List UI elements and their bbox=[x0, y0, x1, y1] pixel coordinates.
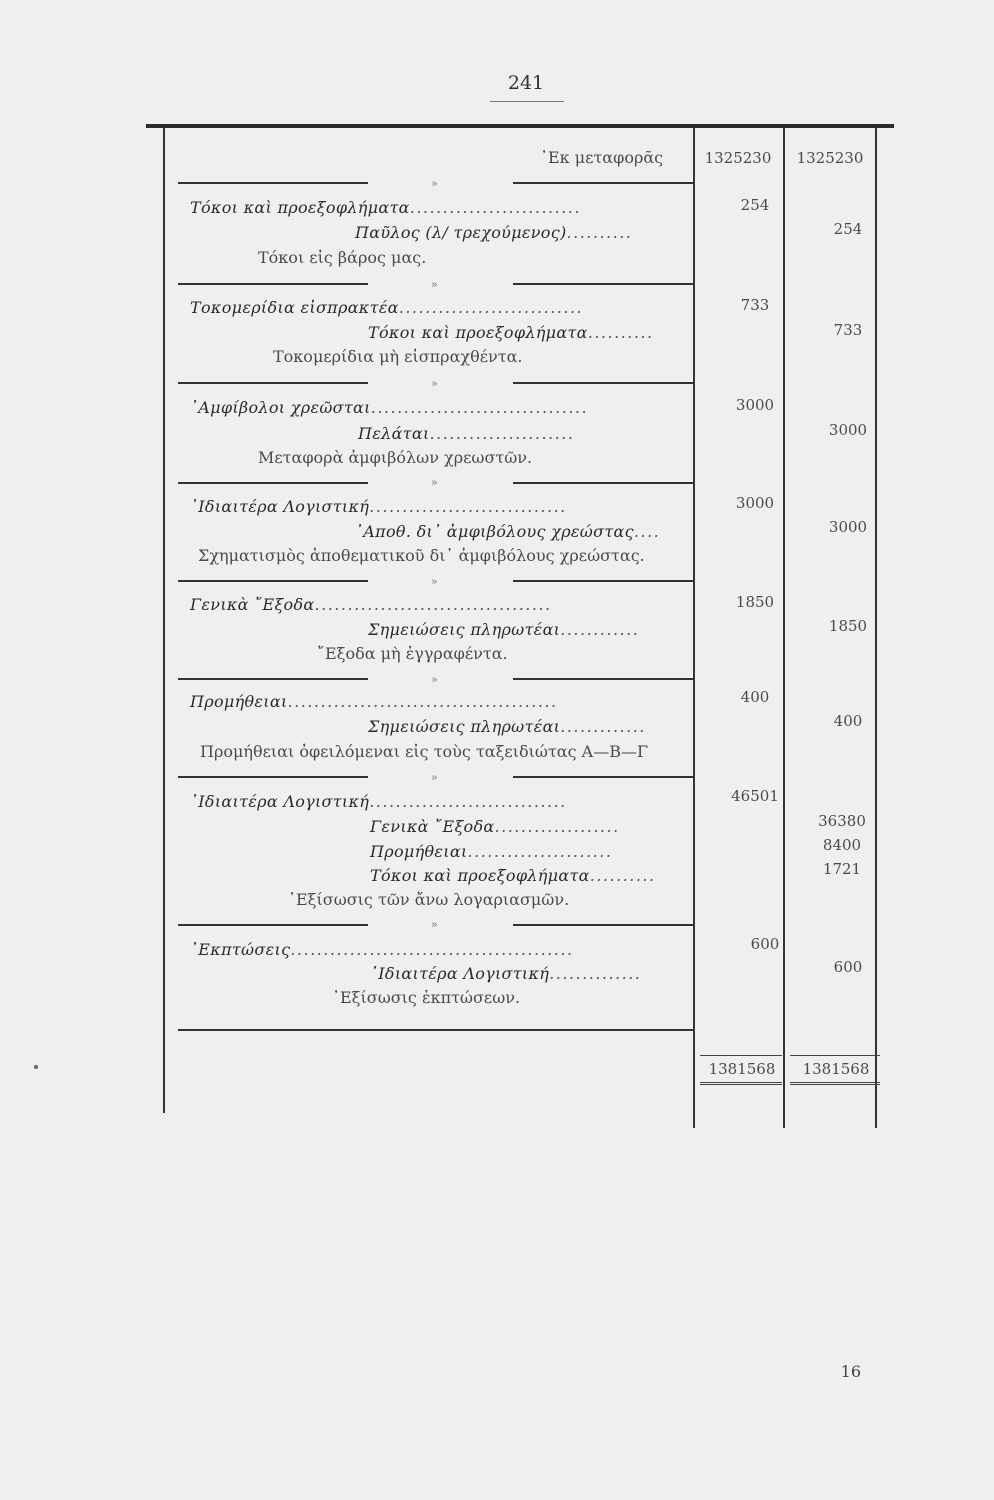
credit-amount: 36380 bbox=[818, 812, 866, 830]
separator-rule-left bbox=[178, 924, 368, 926]
credit-account: Τόκοι καὶ προεξοφλήματα.......... bbox=[368, 323, 654, 342]
entry-explanation: ῎Εξοδα μὴ ἐγγραφέντα. bbox=[317, 644, 508, 663]
debit-amount: 3000 bbox=[735, 494, 775, 512]
debit-amount: 733 bbox=[740, 296, 770, 314]
separator-rule-right bbox=[513, 776, 693, 778]
separator-rule-left bbox=[178, 283, 368, 285]
debit-amount: 600 bbox=[750, 935, 780, 953]
credit-account: Σημειώσεις πληρωτέαι............. bbox=[368, 717, 646, 736]
credit-account: Πελάται...................... bbox=[358, 424, 575, 443]
credit-amount: 254 bbox=[833, 220, 863, 238]
debit-account: ᾿Εκπτώσεις........................................... bbox=[190, 940, 574, 959]
separator-mark: » bbox=[431, 476, 438, 489]
separator-rule-right bbox=[513, 924, 693, 926]
entry-explanation: Σχηματισμὸς ἀποθεματικοῦ δι᾿ ἀμφιβόλους χρεώστας. bbox=[198, 546, 645, 565]
credit-account: Προμήθειαι...................... bbox=[370, 842, 613, 861]
entry-explanation: Προμήθειαι ὀφειλόμεναι εἰς τοὺς ταξειδιώτας Α—Β—Γ bbox=[200, 742, 649, 761]
credit-account: ᾿Ιδιαιτέρα Λογιστική.............. bbox=[370, 964, 642, 983]
separator-mark: » bbox=[431, 771, 438, 784]
entry-explanation: Μεταφορὰ ἀμφιβόλων χρεωστῶν. bbox=[258, 448, 533, 467]
debit-account: ᾿Ιδιαιτέρα Λογιστική.............................. bbox=[190, 792, 567, 811]
entry-explanation: Τόκοι εἰς βάρος μας. bbox=[258, 248, 427, 267]
separator-rule-left bbox=[178, 482, 368, 484]
separator-rule-left bbox=[178, 678, 368, 680]
credit-account: Τόκοι καὶ προεξοφλήματα.......... bbox=[370, 866, 656, 885]
separator-rule-left bbox=[178, 182, 368, 184]
credit-account: Γενικὰ ῎Εξοδα................... bbox=[370, 817, 620, 836]
footer-signature-number: 16 bbox=[840, 1362, 861, 1381]
debit-amount: 400 bbox=[740, 688, 770, 706]
credit-amount: 3000 bbox=[828, 518, 868, 536]
separator-mark: » bbox=[431, 673, 438, 686]
credit-account: Σημειώσεις πληρωτέαι............ bbox=[368, 620, 640, 639]
credit-amount: 8400 bbox=[822, 836, 862, 854]
separator-mark: » bbox=[431, 278, 438, 291]
entry-explanation: ᾿Εξίσωσις τῶν ἄνω λογαριασμῶν. bbox=[288, 890, 570, 909]
debit-amount: 46501 bbox=[731, 787, 779, 805]
column-divider-1 bbox=[693, 128, 695, 1128]
separator-rule-right bbox=[513, 580, 693, 582]
left-border bbox=[163, 128, 165, 1113]
separator-rule-right bbox=[513, 482, 693, 484]
separator-rule-right bbox=[513, 182, 693, 184]
separator-mark: » bbox=[431, 377, 438, 390]
separator-mark: » bbox=[431, 918, 438, 931]
page-number-rule bbox=[490, 101, 564, 102]
debit-amount: 254 bbox=[740, 196, 770, 214]
debit-account: Τοκομερίδια εἰσπρακτέα............................ bbox=[190, 298, 584, 317]
credit-amount: 400 bbox=[833, 712, 863, 730]
margin-dot bbox=[34, 1065, 38, 1069]
debit-account: Προμήθειαι......................................... bbox=[190, 692, 558, 711]
carry-forward-debit: 1325230 bbox=[704, 149, 772, 167]
debit-amount: 1850 bbox=[735, 593, 775, 611]
credit-amount: 1850 bbox=[828, 617, 868, 635]
closing-rule bbox=[178, 1029, 693, 1031]
separator-rule-right bbox=[513, 678, 693, 680]
separator-rule-right bbox=[513, 283, 693, 285]
carry-forward-label: ᾿Εκ μεταφορᾶς bbox=[540, 148, 664, 167]
separator-rule-left bbox=[178, 776, 368, 778]
debit-account: Τόκοι καὶ προεξοφλήματα.......................... bbox=[190, 198, 581, 217]
debit-account: ᾿Ιδιαιτέρα Λογιστική.............................. bbox=[190, 497, 567, 516]
page-number: 241 bbox=[507, 72, 545, 94]
credit-amount: 1721 bbox=[822, 860, 862, 878]
separator-mark: » bbox=[431, 177, 438, 190]
credit-amount: 3000 bbox=[828, 421, 868, 439]
credit-amount: 600 bbox=[833, 958, 863, 976]
separator-rule-left bbox=[178, 580, 368, 582]
separator-rule-left bbox=[178, 382, 368, 384]
column-divider-2 bbox=[783, 128, 785, 1128]
credit-account: ᾿Αποθ. δι᾿ ἀμφιβόλους χρεώστας.... bbox=[355, 522, 661, 541]
entry-explanation: ᾿Εξίσωσις ἐκπτώσεων. bbox=[332, 988, 521, 1007]
separator-rule-right bbox=[513, 382, 693, 384]
carry-forward-credit: 1325230 bbox=[796, 149, 864, 167]
credit-account: Παῦλος (λ/ τρεχούμενος).......... bbox=[355, 223, 633, 242]
debit-account: Γενικὰ ῎Εξοδα.................................... bbox=[190, 595, 552, 614]
credit-total: 1381568 bbox=[802, 1060, 870, 1078]
debit-total: 1381568 bbox=[708, 1060, 776, 1078]
entry-explanation: Τοκομερίδια μὴ εἰσπραχθέντα. bbox=[273, 347, 523, 366]
top-rule bbox=[146, 124, 894, 128]
debit-account: ᾿Αμφίβολοι χρεῶσται................................. bbox=[190, 398, 589, 417]
separator-mark: » bbox=[431, 575, 438, 588]
credit-amount: 733 bbox=[833, 321, 863, 339]
debit-amount: 3000 bbox=[735, 396, 775, 414]
